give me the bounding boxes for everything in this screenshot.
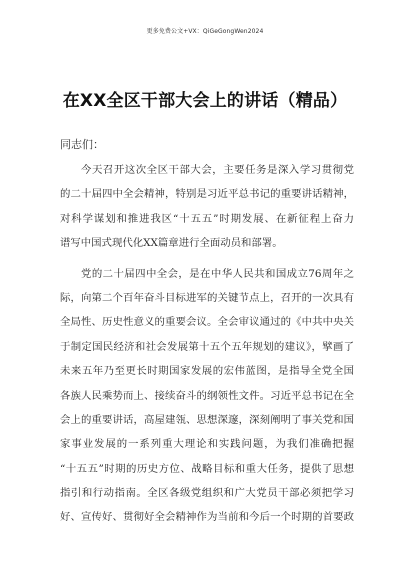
paragraph-line: 今天召开这次全区干部大会，主要任务是深入学习贯彻党: [81, 164, 354, 176]
salutation: 同志们：: [60, 138, 104, 151]
document-body: [60, 158, 354, 530]
paragraph-line: 未来五年乃至更长时期国家发展的宏伟蓝图，是指导全党全国: [60, 365, 354, 378]
paragraph-line: 于制定国民经济和社会发展第十五个五年规划的建议》，擘画了: [60, 340, 354, 353]
paragraph-line: 指引和行动指南。全区各级党组织和广大党员干部必须把学习: [60, 487, 354, 500]
paragraph-line: 党的二十届四中全会，是在中华人民共和国成立76周年之: [81, 267, 354, 280]
paragraph-line: 际，向第二个百年奋斗目标进军的关键节点上，召开的一次具有: [60, 291, 354, 304]
paragraph-line: 会上的重要讲话，高屋建瓴、思想深邃，深刻阐明了事关党和国: [60, 413, 354, 426]
paragraph-1: [60, 158, 354, 256]
paragraph-line: 谱写中国式现代化XX篇章进行全面动员和部署。: [60, 237, 283, 250]
paragraph-line: 全局性、历史性意义的重要会议。全会审议通过的《中共中央关: [60, 316, 354, 329]
paragraph-line: 好、宣传好、贯彻好全会精神作为当前和今后一个时期的首要政: [60, 511, 354, 524]
paragraph-line: 对科学谋划和推进我区“十五五”时期发展、在新征程上奋力: [60, 212, 354, 225]
paragraph-line: 的二十届四中全会精神，特别是习近平总书记的重要讲话精神，: [60, 188, 354, 201]
page-title: 在XX全区干部大会上的讲话（精品）: [62, 91, 348, 111]
header-note: 更多免费公文+VX：QiGeGongWen2024: [146, 28, 264, 35]
paragraph-line: “十五五”时期的历史方位、战略目标和重大任务，提供了思想: [60, 462, 354, 475]
paragraph-line: 家事业发展的一系列重大理论和实践问题，为我们准确把握: [60, 438, 354, 451]
paragraph-2: [60, 262, 354, 530]
paragraph-line: 各族人民乘势而上、接续奋斗的纲领性文件。习近平总书记在全: [60, 389, 354, 402]
